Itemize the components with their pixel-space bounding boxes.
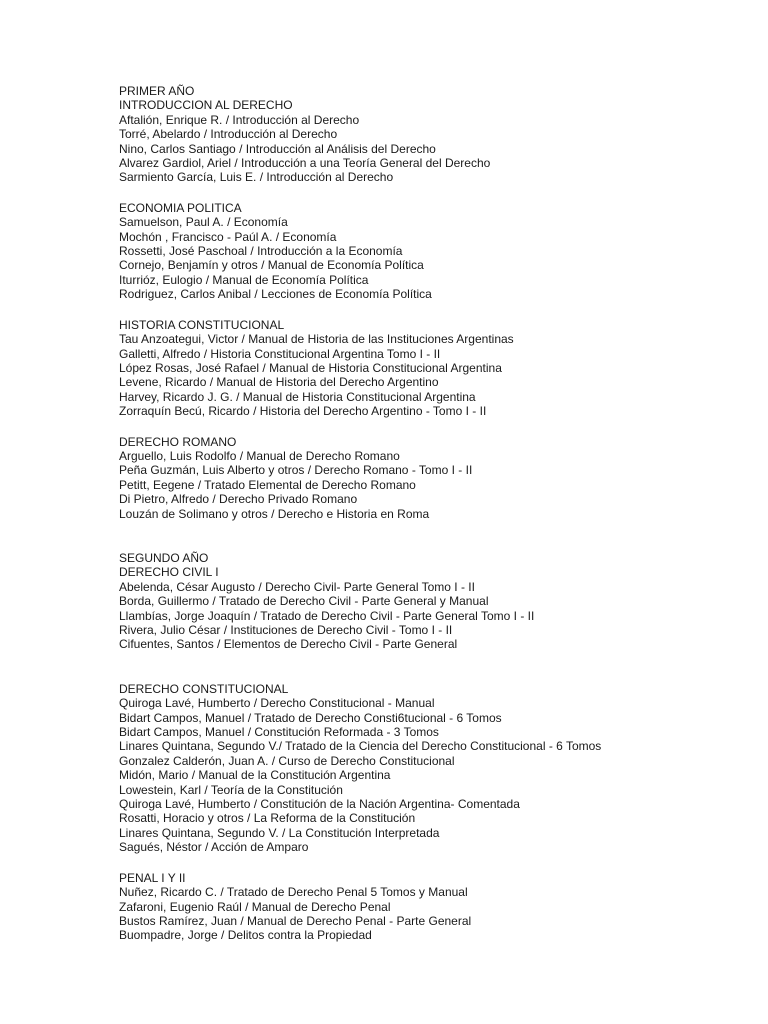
book-entry: Buompadre, Jorge / Delitos contra la Propiedad	[119, 928, 372, 943]
book-entry: Peña Guzmán, Luis Alberto y otros / Derecho Romano - Tomo I - II	[119, 463, 473, 478]
book-entry: Cornejo, Benjamín y otros / Manual de Economía Política	[119, 258, 424, 273]
subject-heading: DERECHO CONSTITUCIONAL	[119, 681, 289, 696]
subject-heading: PENAL I Y II	[119, 870, 186, 885]
subject-heading: DERECHO ROMANO	[119, 434, 237, 449]
book-entry: Rosatti, Horacio y otros / La Reforma de la Constitución	[119, 811, 416, 826]
book-entry: Bidart Campos, Manuel / Constitución Reformada - 3 Tomos	[119, 725, 439, 740]
book-entry: Harvey, Ricardo J. G. / Manual de Historia Constitucional Argentina	[119, 389, 476, 404]
year-heading: SEGUNDO AÑO	[119, 550, 209, 565]
book-entry: Galletti, Alfredo / Historia Constitucional Argentina Tomo I - II	[119, 346, 441, 361]
book-entry: Louzán de Solimano y otros / Derecho e Historia en Roma	[119, 506, 430, 521]
section-economia-politica	[119, 201, 759, 302]
book-entry: Cifuentes, Santos / Elementos de Derecho Civil - Parte General	[119, 637, 458, 652]
book-entry: Torré, Abelardo / Introducción al Derecho	[119, 127, 338, 142]
book-entry: Rivera, Julio César / Instituciones de Derecho Civil - Tomo I - II	[119, 623, 453, 637]
book-entry: Levene, Ricardo / Manual de Historia del Derecho Argentino	[119, 375, 439, 390]
book-entry: Sagués, Néstor / Acción de Amparo	[119, 840, 309, 855]
section-introduccion-al-derecho	[119, 84, 759, 185]
section-derecho-romano	[119, 435, 759, 521]
book-entry: Linares Quintana, Segundo V. / La Constitución Interpretada	[119, 825, 440, 840]
section-penal-i-y-ii	[119, 871, 759, 943]
subject-heading: DERECHO CIVIL I	[119, 565, 219, 580]
book-entry: Aftalión, Enrique R. / Introducción al Derecho	[119, 112, 360, 127]
section-derecho-constitucional	[119, 682, 759, 855]
book-entry: Quiroga Lavé, Humberto / Derecho Constitucional - Manual	[119, 696, 435, 711]
section-historia-constitucional	[119, 318, 759, 419]
book-entry: Nuñez, Ricardo C. / Tratado de Derecho Penal 5 Tomos y Manual	[119, 885, 468, 900]
book-entry: Gonzalez Calderón, Juan A. / Curso de Derecho Constitucional	[119, 753, 455, 768]
book-entry: Nino, Carlos Santiago / Introducción al Análisis del Derecho	[119, 141, 436, 156]
book-entry: Quiroga Lavé, Humberto / Constitución de la Nación Argentina- Comentada	[119, 797, 520, 812]
book-entry: Zorraquín Becú, Ricardo / Historia del Derecho Argentino - Tomo I - II	[119, 404, 487, 419]
subject-heading: INTRODUCCION AL DERECHO	[119, 98, 293, 113]
book-entry: Rossetti, José Paschoal / Introducción a la Economía	[119, 244, 403, 259]
book-entry: Mochón , Francisco - Paúl A. / Economía	[119, 229, 337, 244]
book-entry: Lowestein, Karl / Teoría de la Constitución	[119, 782, 343, 797]
book-entry: Bustos Ramírez, Juan / Manual de Derecho Penal - Parte General	[119, 913, 472, 928]
book-entry: Midón, Mario / Manual de la Constitución Argentina	[119, 768, 391, 783]
book-entry: Alvarez Gardiol, Ariel / Introducción a una Teoría General del Derecho	[119, 156, 491, 171]
book-entry: Di Pietro, Alfredo / Derecho Privado Romano	[119, 492, 358, 507]
year-heading: PRIMER AÑO	[119, 84, 195, 98]
book-entry: López Rosas, José Rafael / Manual de Historia Constitucional Argentina	[119, 360, 502, 375]
book-entry: Linares Quintana, Segundo V./ Tratado de la Ciencia del Derecho Constitucional - 6 Tomos	[119, 739, 602, 754]
book-entry: Petitt, Eegene / Tratado Elemental de Derecho Romano	[119, 477, 416, 492]
book-entry: Borda, Guillermo / Tratado de Derecho Civil - Parte General y Manual	[119, 594, 489, 609]
book-entry: Arguello, Luis Rodolfo / Manual de Derecho Romano	[119, 448, 400, 463]
book-entry: Tau Anzoategui, Victor / Manual de Historia de las Instituciones Argentinas	[119, 332, 514, 347]
subject-heading: HISTORIA CONSTITUCIONAL	[119, 317, 285, 332]
subject-heading: ECONOMIA POLITICA	[119, 200, 242, 215]
book-entry: Samuelson, Paul A. / Economía	[119, 215, 288, 230]
book-entry: Llambías, Jorge Joaquín / Tratado de Derecho Civil - Parte General Tomo I - II	[119, 608, 535, 623]
book-entry: Zafaroni, Eugenio Raúl / Manual de Derecho Penal	[119, 899, 391, 914]
section-derecho-civil-i	[119, 551, 759, 652]
book-entry: Iturrióz, Eulogio / Manual de Economía Política	[119, 272, 369, 287]
book-list	[119, 84, 759, 943]
book-entry: Abelenda, César Augusto / Derecho Civil- Parte General Tomo I - II	[119, 579, 475, 594]
book-entry: Sarmiento García, Luis E. / Introducción al Derecho	[119, 170, 394, 185]
book-entry: Bidart Campos, Manuel / Tratado de Derecho Consti6tucional - 6 Tomos	[119, 710, 502, 725]
book-entry: Rodriguez, Carlos Anibal / Lecciones de Economía Política	[119, 287, 432, 302]
